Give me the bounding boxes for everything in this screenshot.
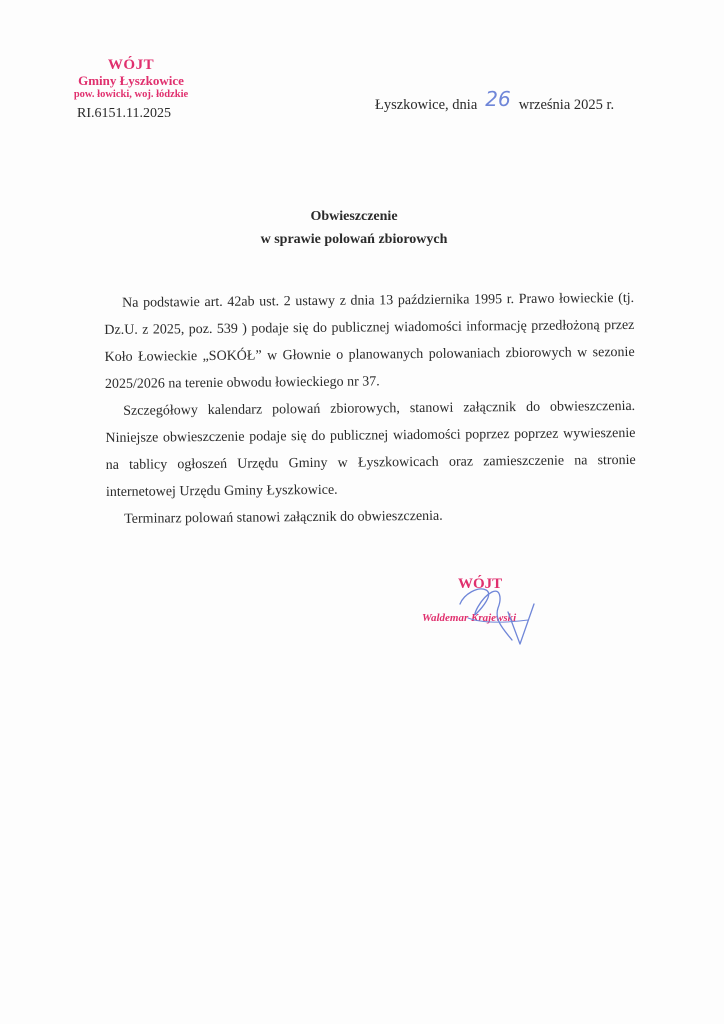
stamp-municipality: Gminy Łyszkowice: [78, 73, 184, 89]
date-prefix: Łyszkowice, dnia: [375, 97, 478, 113]
document-body: [104, 285, 636, 533]
paragraph: Terminarz polowań stanowi załącznik do obwieszczenia.: [124, 508, 443, 527]
stamp-region: pow. łowicki, woj. łódzkie: [73, 89, 189, 101]
document-subtitle: w sprawie polowań zbiorowych: [260, 232, 448, 247]
stamp-title: WÓJT: [107, 57, 155, 73]
handwritten-signature-icon: [438, 574, 548, 649]
office-stamp: [56, 57, 206, 101]
reference-number: RI.6151.11.2025: [77, 106, 171, 121]
date-suffix: września 2025 r.: [518, 97, 615, 113]
signature-block: [420, 574, 550, 654]
document-title: Obwieszczenie: [310, 209, 398, 224]
paragraph: Szczegółowy kalendarz polowań zbiorowych, stanowi załącznik do obwieszczenia. Niniejsze obwieszczenie podaje się do publicznej wiadomości poprzez poprzez wywieszenie na tablicy ogłoszeń Urzędu Gminy w Łyszkowicach oraz zamieszczenie na stronie internetowej Urzędu Gminy Łyszkowice.: [105, 398, 636, 500]
paragraph: Na podstawie art. 42ab ust. 2 ustawy z dnia 13 października 1995 r. Prawo łowieckie (tj. Dz.U. z 2025, poz. 539 ) podaje się do publicznej wiadomości informację przedłożoną przez Koło Łowieckie „SOKÓŁ” w Głownie o planowanych polowaniach zbiorowych w sezonie 2025/2026 na terenie obwodu łowieckiego nr 37.: [104, 290, 635, 392]
date-day-handwritten: 26: [485, 87, 511, 111]
signature-stamp-name: Waldemar Krajewski: [422, 612, 517, 624]
date-line: [375, 87, 615, 114]
signature-stamp-title: WÓJT: [458, 576, 503, 592]
